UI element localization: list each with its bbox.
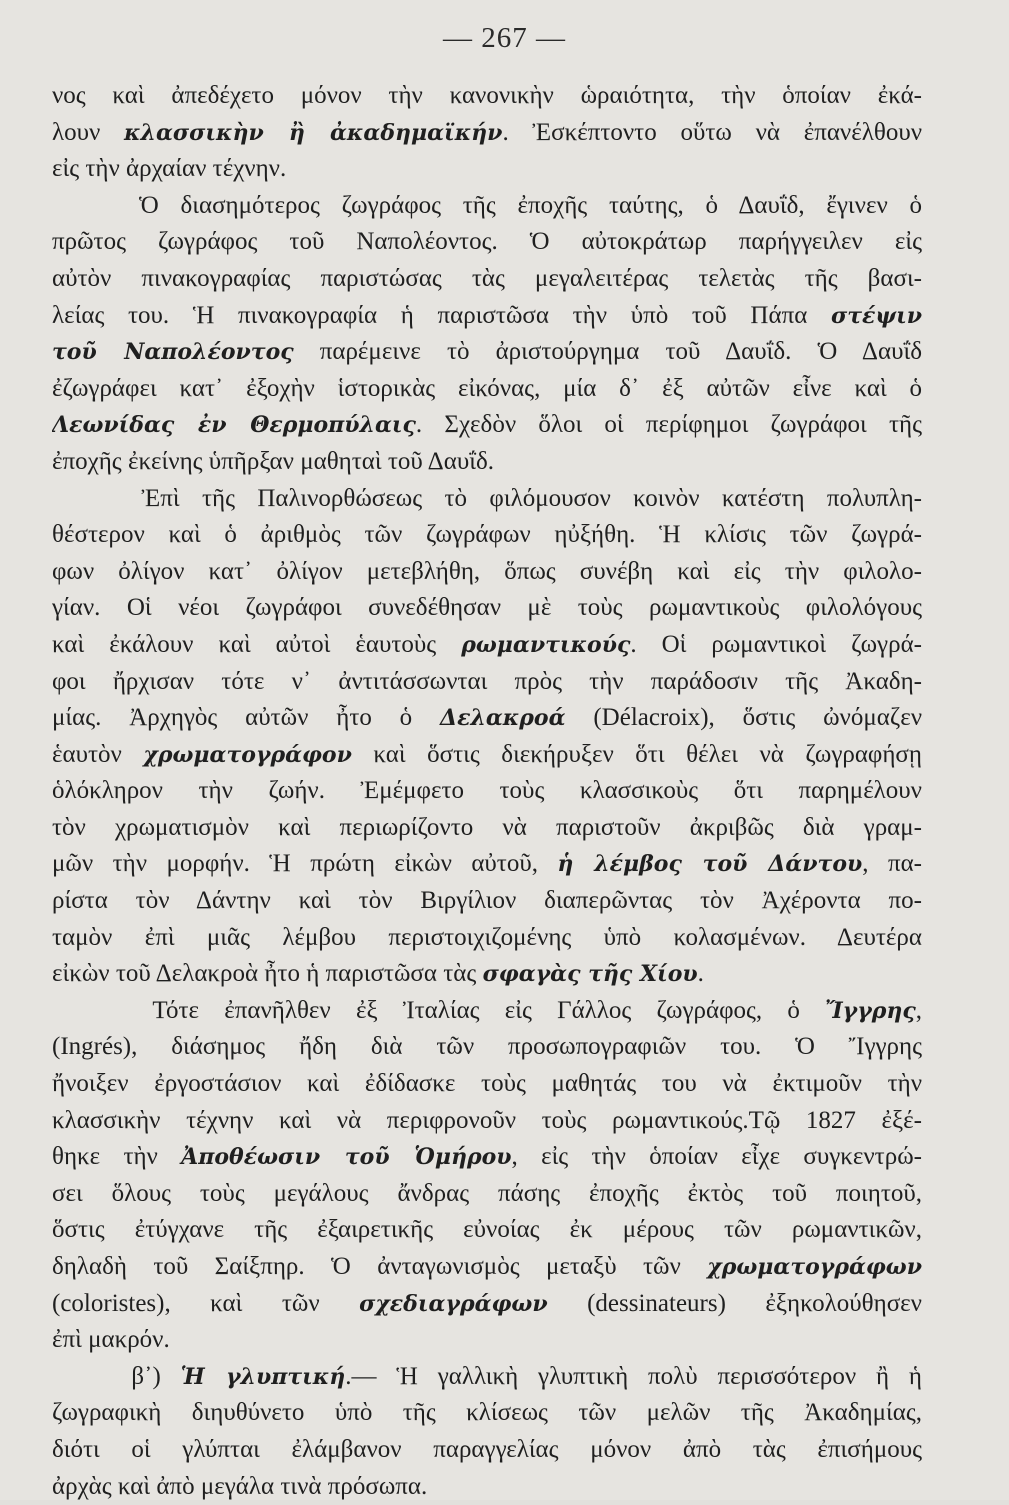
text-run: (coloristes), καὶ τῶν	[52, 1289, 360, 1317]
text-run: λουν	[52, 118, 125, 146]
emphasized-term: Ἀποθέωσιν τοῦ Ὁμήρου	[181, 1144, 512, 1171]
text-line	[52, 298, 922, 335]
text-run: λείας του. Ἡ πινακογραφία ἡ παριστῶσα τὴν ὑπὸ τοῦ Πάπα	[52, 301, 831, 329]
text-run: εἰκὼν τοῦ Δελακροὰ ἦτο ἡ παριστῶσα τὰς	[52, 960, 483, 988]
text-run: γίαν. Οἱ νέοι ζωγράφοι συνεδέθησαν μὲ τοὺς ρωμαντικοὺς φιλολόγους	[52, 594, 922, 622]
text-line	[52, 810, 922, 847]
text-run: . Ἐσκέπτοντο οὕτω νὰ ἐπανέλθουν	[502, 118, 922, 146]
text-line	[52, 224, 922, 261]
text-run: σει ὅλους τοὺς μεγάλους ἄνδρας πάσης ἐποχῆς ἐκτὸς τοῦ ποιητοῦ,	[52, 1179, 922, 1207]
text-line	[52, 1395, 922, 1432]
text-line	[52, 1359, 922, 1396]
text-run: ἀρχὰς καὶ ἀπὸ μεγάλα τινὰ πρόσωπα.	[52, 1472, 428, 1500]
text-line	[52, 1286, 922, 1323]
text-run: β᾽)	[52, 1362, 181, 1390]
text-run: (dessinateurs) ἐξηκολούθησεν	[547, 1289, 922, 1317]
text-run: .	[697, 960, 704, 988]
text-run: . Οἱ ρωμαντικοὶ ζωγρά-	[630, 630, 922, 658]
text-line	[52, 956, 922, 993]
emphasized-term: Ἴγγρης	[825, 997, 916, 1024]
text-line	[52, 1322, 922, 1359]
emphasized-term: χρωματογράφον	[143, 741, 352, 768]
text-run: , εἰς τὴν ὁποίαν εἶχε συγκεντρώ-	[511, 1143, 922, 1171]
text-run: ,	[915, 996, 922, 1024]
text-line	[52, 407, 922, 444]
text-run: ἤνοιξεν ἐργοστάσιον καὶ ἐδίδασκε τοὺς μαθητάς του νὰ ἐκτιμοῦν τὴν	[52, 1070, 922, 1098]
text-line	[52, 883, 922, 920]
text-line	[52, 1249, 922, 1286]
text-run: μίας. Ἀρχηγὸς αὐτῶν ἦτο ὁ	[52, 704, 440, 732]
emphasized-term: ἡ λέμβος τοῦ Δάντου	[557, 851, 863, 878]
text-line	[52, 444, 922, 481]
text-run: κλασσικὴν τέχνην καὶ νὰ περιφρονοῦν τοὺς ρωμαντικούς.Τῷ 1827 ἐξέ-	[52, 1106, 922, 1134]
text-line	[52, 590, 922, 627]
text-line	[52, 481, 922, 518]
text-line	[52, 993, 922, 1030]
text-line	[52, 1066, 922, 1103]
text-line	[52, 737, 922, 774]
text-run: ἑαυτὸν	[52, 740, 144, 768]
text-run: φων ὀλίγον κατ᾽ ὀλίγον μετεβλήθη, ὅπως συνέβη καὶ εἰς τὴν φιλολο-	[52, 557, 922, 585]
text-line	[52, 78, 922, 115]
text-run: καὶ ὅστις διεκήρυξεν ὅτι θέλει νὰ ζωγραφήσῃ	[351, 740, 922, 768]
text-run: αὐτὸν πινακογραφίας παριστώσας τὰς μεγαλειτέρας τελετὰς τῆς βασι-	[52, 264, 922, 292]
emphasized-term: Ἡ γλυπτική	[180, 1363, 346, 1390]
text-line	[52, 700, 922, 737]
page-number: — 267 —	[443, 22, 566, 54]
text-run: μῶν τὴν μορφήν. Ἡ πρώτη εἰκὼν αὐτοῦ,	[52, 850, 558, 878]
text-run: ταμὸν ἐπὶ μιᾶς λέμβου περιστοιχιζομένης ὑπὸ κολασμένων. Δευτέρα	[52, 923, 922, 951]
text-line	[52, 773, 922, 810]
text-line	[52, 334, 922, 371]
text-run: Ἐπὶ τῆς Παλινορθώσεως τὸ φιλόμουσον κοινὸν κατέστη πολυπλη-	[52, 484, 922, 512]
text-line	[52, 920, 922, 957]
emphasized-term: σχεδιαγράφων	[359, 1290, 548, 1317]
text-line	[52, 371, 922, 408]
text-line	[52, 1139, 922, 1176]
text-run: εἰς τὴν ἀρχαίαν τέχνην.	[52, 155, 287, 183]
text-line	[52, 261, 922, 298]
emphasized-term: σφαγὰς τῆς Χίου	[482, 961, 698, 988]
text-run: ἐποχῆς ἐκείνης ὑπῆρξαν μαθηταὶ τοῦ Δαυΐδ.	[52, 447, 494, 475]
text-run: (Ingrés), διάσημος ἤδη διὰ τῶν προσωπογραφιῶν του. Ὁ Ἴγγρης	[52, 1033, 922, 1061]
text-run: θηκε τὴν	[52, 1143, 182, 1171]
text-run: τὸν χρωματισμὸν καὶ περιωρίζοντο νὰ παριστοῦν ἀκριβῶς διὰ γραμ-	[52, 813, 922, 841]
text-run: .— Ἡ γαλλικὴ γλυπτικὴ πολὺ περισσότερον ἢ ἡ	[345, 1362, 922, 1390]
text-run: ἐζωγράφει κατ᾽ ἐξοχὴν ἱστορικὰς εἰκόνας, μία δ᾽ ἐξ αὐτῶν εἶνε καὶ ὁ	[52, 374, 922, 402]
text-run: Τότε ἐπανῆλθεν ἐξ Ἰταλίας εἰς Γάλλος ζωγράφος, ὁ	[52, 996, 826, 1024]
text-run: ρίστα τὸν Δάντην καὶ τὸν Βιργίλιον διαπερῶντας τὸν Ἀχέροντα πο-	[52, 887, 922, 915]
text-line	[52, 188, 922, 225]
text-run: νος καὶ ἀπεδέχετο μόνον τὴν κανονικὴν ὡραιότητα, τὴν ὁποίαν ἐκά-	[52, 82, 922, 109]
text-run: ὅστις ἐτύγχανε τῆς ἐξαιρετικῆς εὐνοίας ἐκ μέρους τῶν ρωμαντικῶν,	[52, 1216, 922, 1244]
text-line	[52, 554, 922, 591]
emphasized-term: Λεωνίδας ἐν Θερμοπύλαις	[52, 412, 416, 439]
emphasized-term: τοῦ Ναπολέοντος	[52, 339, 294, 366]
text-run: διότι οἱ γλύπται ἐλάμβανον παραγγελίας μόνον ἀπὸ τὰς ἐπισήμους	[52, 1435, 922, 1463]
text-run: ζωγραφικὴ διηυθύνετο ὑπὸ τῆς κλίσεως τῶν μελῶν τῆς Ἀκαδημίας,	[52, 1399, 922, 1427]
text-line	[52, 115, 922, 152]
emphasized-term: Δελακροά	[440, 705, 566, 732]
text-run: φοι ἤρχισαν τότε ν᾽ ἀντιτάσσωνται πρὸς τὴν παράδοσιν τῆς Ἀκαδη-	[52, 667, 922, 695]
text-run: θέστερον καὶ ὁ ἀριθμὸς τῶν ζωγράφων ηὐξήθη. Ἡ κλίσις τῶν ζωγρά-	[52, 521, 922, 549]
text-line	[52, 1029, 922, 1066]
text-run: ἐπὶ μακρόν.	[52, 1326, 170, 1354]
text-run: καὶ ἐκάλουν καὶ αὐτοὶ ἑαυτοὺς	[52, 630, 462, 658]
text-run: ὁλόκληρον τὴν ζωήν. Ἐμέμφετο τοὺς κλασσικοὺς ὅτι παρημέλουν	[52, 777, 922, 805]
text-run: . Σχεδὸν ὅλοι οἱ περίφημοι ζωγράφοι τῆς	[415, 411, 922, 439]
text-run: , πα-	[862, 850, 922, 878]
text-line	[52, 1432, 922, 1469]
text-run: πρῶτος ζωγράφος τοῦ Ναπολέοντος. Ὁ αὐτοκράτωρ παρήγγειλεν εἰς	[52, 228, 922, 256]
emphasized-term: στέψιν	[830, 302, 922, 329]
text-run: (Délacroix), ὅστις ὠνόμαζεν	[565, 704, 922, 732]
emphasized-term: χρωματογράφων	[707, 1254, 922, 1280]
text-run: παρέμεινε τὸ ἀριστούργημα τοῦ Δαυΐδ. Ὁ Δαυΐδ	[293, 338, 922, 366]
text-line	[52, 517, 922, 554]
emphasized-term: ρωμαντικούς	[461, 631, 631, 658]
body-text	[52, 78, 922, 1505]
text-line	[52, 664, 922, 701]
text-line	[52, 627, 922, 664]
text-line	[52, 1176, 922, 1213]
text-run: Ὁ διασημότερος ζωγράφος τῆς ἐποχῆς ταύτης, ὁ Δαυΐδ, ἔγινεν ὁ	[52, 191, 922, 219]
text-line	[52, 846, 922, 883]
emphasized-term: κλασσικὴν ἢ ἀκαδημαϊκήν	[124, 119, 503, 146]
text-line	[52, 1103, 922, 1140]
text-run: δηλαδὴ τοῦ Σαίξπηρ. Ὁ ἀνταγωνισμὸς μεταξὺ τῶν	[52, 1253, 708, 1280]
text-line	[52, 1212, 922, 1249]
text-line	[52, 151, 922, 188]
